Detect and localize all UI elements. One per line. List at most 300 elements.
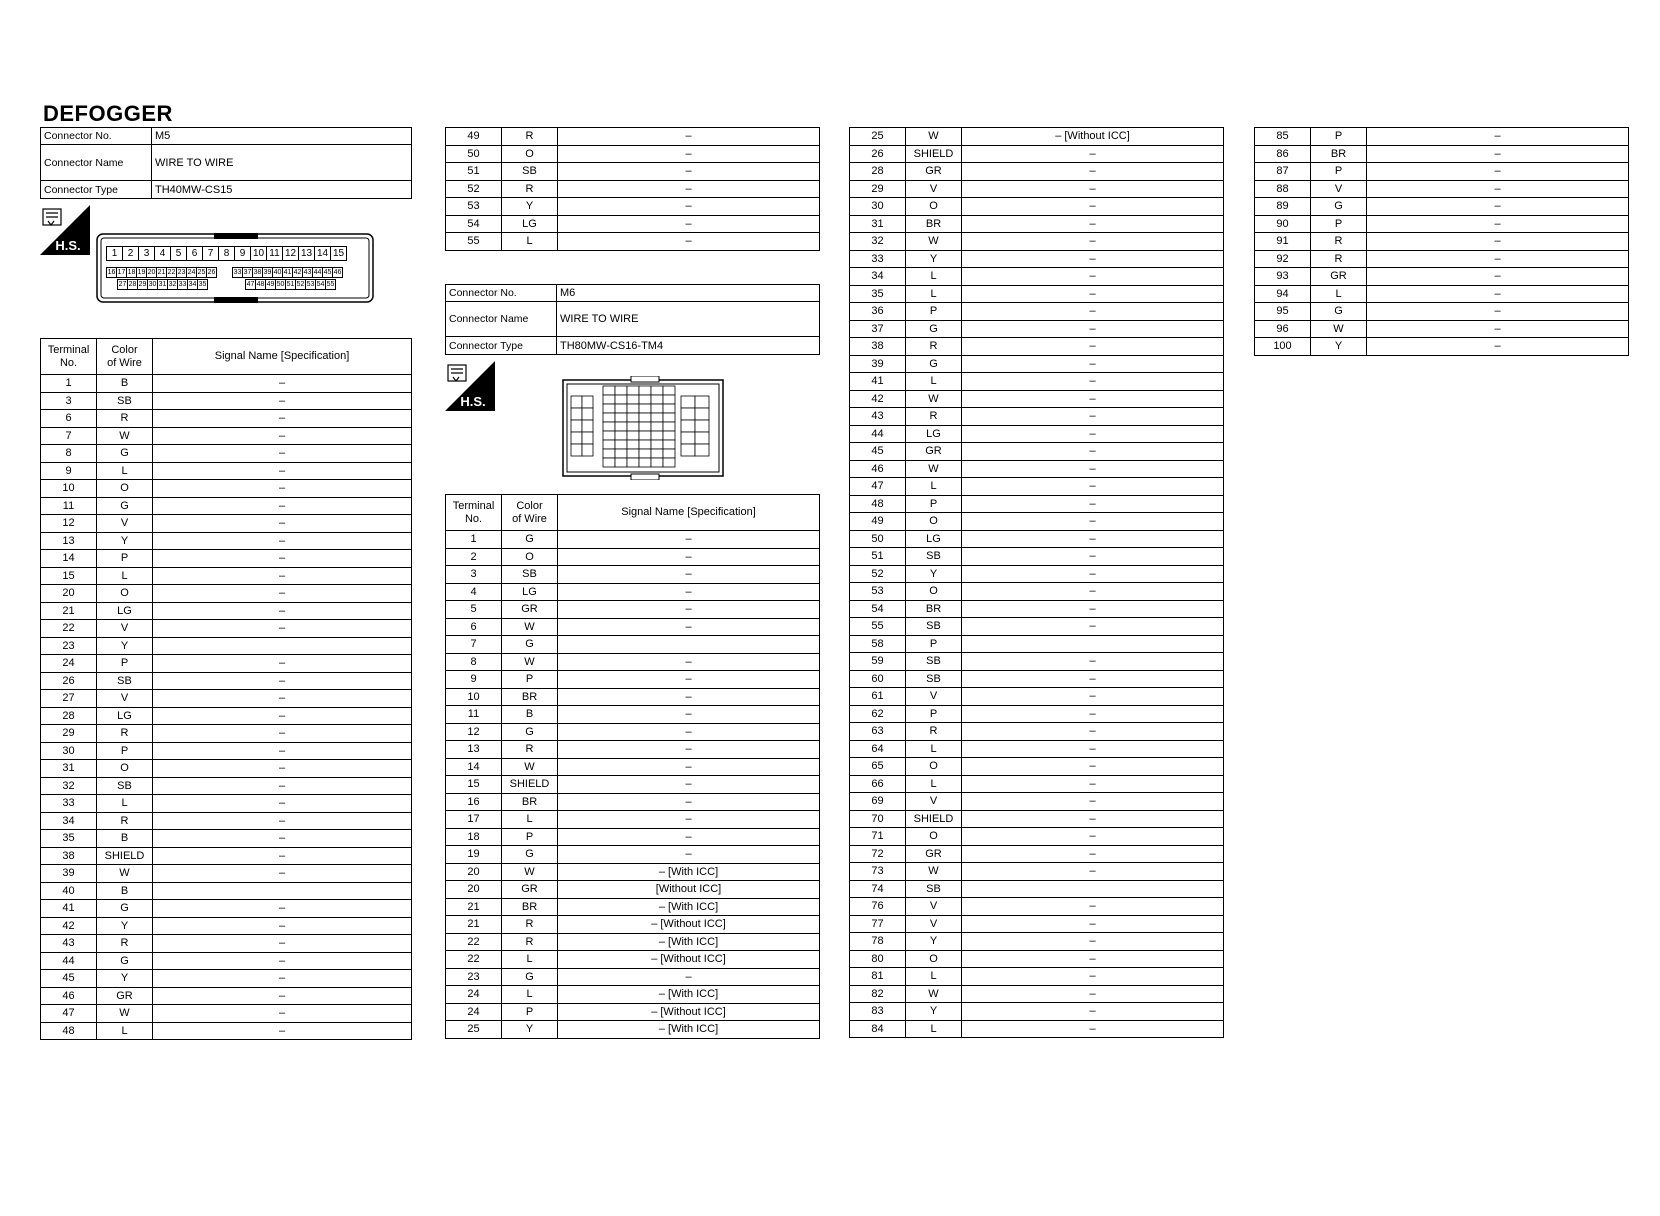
pin-cell — [571, 432, 582, 444]
pin-cell — [582, 408, 593, 420]
table-row — [850, 303, 1224, 321]
terminal-no-cell: 53 — [446, 198, 502, 216]
table-row — [446, 198, 820, 216]
pin-cell — [571, 396, 582, 408]
wire-color-cell: Y — [502, 1021, 558, 1039]
pin-cell: 46 — [333, 269, 342, 276]
wire-color-cell: V — [97, 515, 153, 533]
table-row — [850, 320, 1224, 338]
terminal-no-cell: 20 — [446, 881, 502, 899]
wire-color-cell: O — [502, 145, 558, 163]
table-row — [850, 285, 1224, 303]
terminal-no-cell: 39 — [41, 865, 97, 883]
m5-terminal-rows-cont — [446, 128, 820, 251]
signal-name-cell: – — [153, 655, 412, 673]
table-row — [850, 810, 1224, 828]
wire-color-cell: SB — [906, 670, 962, 688]
m5-face-row1 — [106, 246, 346, 261]
signal-name-cell: – — [962, 215, 1224, 233]
wire-color-cell: G — [502, 531, 558, 549]
signal-name-cell: – — [153, 427, 412, 445]
pin-cell — [639, 386, 651, 395]
wire-color-cell: L — [97, 795, 153, 813]
wire-color-cell: G — [906, 320, 962, 338]
wire-color-cell: GR — [97, 987, 153, 1005]
m6-terminal-rows-cont2 — [1255, 128, 1629, 356]
terminal-no-cell: 5 — [446, 601, 502, 619]
page-title: DEFOGGER — [43, 101, 173, 126]
wire-color-cell: LG — [502, 215, 558, 233]
signal-name-cell: – — [962, 723, 1224, 741]
m5-terminal-table-cont — [445, 127, 820, 251]
signal-name-cell: – — [153, 900, 412, 918]
signal-name-cell: – — [962, 373, 1224, 391]
wire-color-cell: P — [906, 495, 962, 513]
terminal-no-cell: 28 — [850, 163, 906, 181]
signal-name-cell: – — [153, 1022, 412, 1040]
wire-color-cell: W — [502, 653, 558, 671]
terminal-no-cell: 64 — [850, 740, 906, 758]
wire-color-cell: W — [906, 233, 962, 251]
table-row — [1255, 303, 1629, 321]
signal-name-cell — [153, 882, 412, 900]
pin-cell — [663, 458, 675, 467]
pin-cell: 28 — [128, 281, 137, 288]
wire-color-cell: Y — [97, 917, 153, 935]
terminal-no-cell: 26 — [850, 145, 906, 163]
wire-color-cell: SHIELD — [906, 145, 962, 163]
terminal-no-cell: 15 — [446, 776, 502, 794]
pin-cell — [571, 420, 582, 432]
table-row — [850, 495, 1224, 513]
terminal-no-cell: 21 — [446, 916, 502, 934]
pin-cell: 16 — [107, 269, 116, 276]
signal-name-cell: – [With ICC] — [558, 933, 820, 951]
wire-color-cell: O — [97, 760, 153, 778]
wire-color-cell: B — [97, 882, 153, 900]
signal-name-cell: – — [558, 846, 820, 864]
terminal-no-cell: 31 — [850, 215, 906, 233]
terminal-no-cell: 49 — [850, 513, 906, 531]
table-row — [41, 690, 412, 708]
terminal-no-cell: 40 — [41, 882, 97, 900]
table-row — [850, 985, 1224, 1003]
wire-color-cell: SB — [906, 548, 962, 566]
pin-cell: 3 — [138, 246, 155, 261]
table-row — [1255, 250, 1629, 268]
terminal-no-cell: 25 — [446, 1021, 502, 1039]
pin-cell: 47 — [246, 281, 255, 288]
terminal-no-cell: 63 — [850, 723, 906, 741]
wire-color-cell: L — [502, 986, 558, 1004]
pin-cell — [651, 422, 663, 431]
signal-name-cell: – — [962, 670, 1224, 688]
signal-name-cell: – — [962, 303, 1224, 321]
color-of-wire-header: Color of Wire — [97, 339, 153, 375]
table-row — [41, 620, 412, 638]
pin-cell: 18 — [127, 269, 136, 276]
wire-color-cell: L — [906, 968, 962, 986]
wire-color-cell: G — [502, 968, 558, 986]
pin-cell — [615, 404, 627, 413]
pin-cell — [681, 444, 695, 456]
signal-name-cell: – — [153, 707, 412, 725]
terminal-no-cell: 53 — [850, 583, 906, 601]
signal-name-cell: – — [962, 863, 1224, 881]
terminal-no-cell: 2 — [446, 548, 502, 566]
signal-name-cell: – — [153, 602, 412, 620]
pin-cell: 45 — [323, 269, 332, 276]
wire-color-cell: BR — [1311, 145, 1367, 163]
table-row — [446, 828, 820, 846]
wire-color-cell: BR — [502, 793, 558, 811]
pin-cell: 19 — [137, 269, 146, 276]
wire-color-cell: Y — [906, 1003, 962, 1021]
wire-color-cell: R — [97, 812, 153, 830]
table-row — [446, 881, 820, 899]
wire-color-cell: W — [906, 985, 962, 1003]
terminal-no-cell: 42 — [41, 917, 97, 935]
terminal-no-cell: 50 — [850, 530, 906, 548]
wire-color-cell: B — [97, 830, 153, 848]
terminal-no-cell: 62 — [850, 705, 906, 723]
pin-cell — [663, 395, 675, 404]
signal-name-cell: – — [153, 952, 412, 970]
table-row — [850, 583, 1224, 601]
signal-name-cell: – — [558, 601, 820, 619]
signal-name-cell: – — [1367, 320, 1629, 338]
pin-cell — [681, 396, 695, 408]
table-row — [1255, 180, 1629, 198]
table-row — [41, 830, 412, 848]
wire-color-cell: SHIELD — [502, 776, 558, 794]
terminal-no-cell: 1 — [41, 375, 97, 393]
terminal-no-cell: 83 — [850, 1003, 906, 1021]
signal-name-cell: – — [1367, 338, 1629, 356]
table-row — [446, 636, 820, 654]
pin-cell: 48 — [256, 281, 265, 288]
signal-name-cell: – — [558, 776, 820, 794]
terminal-no-cell: 71 — [850, 828, 906, 846]
signal-name-cell: – — [962, 285, 1224, 303]
m6-connector-type: TH80MW-CS16-TM4 — [557, 337, 820, 355]
pin-cell — [639, 458, 651, 467]
table-row — [446, 846, 820, 864]
terminal-no-cell: 47 — [850, 478, 906, 496]
table-row — [850, 268, 1224, 286]
terminal-no-cell: 28 — [41, 707, 97, 725]
m5-connector-name: WIRE TO WIRE — [152, 145, 412, 181]
pin-cell — [627, 449, 639, 458]
terminal-no-cell: 39 — [850, 355, 906, 373]
table-row — [850, 163, 1224, 181]
signal-name-cell: – — [558, 531, 820, 549]
pin-cell — [627, 422, 639, 431]
signal-name-cell: – [Without ICC] — [558, 916, 820, 934]
table-row — [850, 880, 1224, 898]
terminal-no-cell: 61 — [850, 688, 906, 706]
table-row — [446, 758, 820, 776]
signal-name-cell: – — [962, 478, 1224, 496]
table-row — [850, 565, 1224, 583]
signal-name-cell: – — [153, 795, 412, 813]
terminal-no-cell: 6 — [446, 618, 502, 636]
wire-color-cell: P — [502, 1003, 558, 1021]
signal-name-cell: – — [153, 410, 412, 428]
wire-color-cell: R — [97, 725, 153, 743]
pin-cell — [681, 432, 695, 444]
wire-color-cell: G — [502, 636, 558, 654]
wire-color-cell: Y — [906, 250, 962, 268]
table-row — [850, 478, 1224, 496]
wire-color-cell: V — [97, 690, 153, 708]
signal-name-cell: – — [962, 565, 1224, 583]
terminal-no-cell: 37 — [850, 320, 906, 338]
signal-name-cell: – — [558, 671, 820, 689]
signal-name-cell: – — [153, 550, 412, 568]
terminal-no-cell: 52 — [850, 565, 906, 583]
pin-cell — [603, 422, 615, 431]
wire-color-cell: R — [502, 180, 558, 198]
signal-name-cell: – — [1367, 163, 1629, 181]
pin-cell — [639, 431, 651, 440]
wire-color-cell: GR — [906, 443, 962, 461]
table-row — [850, 723, 1224, 741]
terminal-no-cell: 31 — [41, 760, 97, 778]
signal-name-cell: – — [962, 408, 1224, 426]
signal-name-cell: – — [962, 250, 1224, 268]
signal-name-cell: – — [1367, 145, 1629, 163]
pin-cell: 15 — [330, 246, 347, 261]
terminal-no-header: Terminal No. — [41, 339, 97, 375]
wire-color-cell: W — [906, 390, 962, 408]
terminal-no-cell: 8 — [41, 445, 97, 463]
table-row — [850, 968, 1224, 986]
m5-info-table — [40, 127, 412, 199]
table-row — [850, 775, 1224, 793]
pin-cell — [627, 431, 639, 440]
terminal-no-cell: 3 — [41, 392, 97, 410]
wire-color-cell: Y — [97, 970, 153, 988]
signal-name-cell: – — [153, 585, 412, 603]
signal-name-cell: – — [1367, 198, 1629, 216]
wire-color-cell: SB — [502, 163, 558, 181]
terminal-no-cell: 50 — [446, 145, 502, 163]
m6-connector-block — [445, 284, 820, 355]
pin-cell: 41 — [283, 269, 292, 276]
wire-color-cell: GR — [1311, 268, 1367, 286]
signal-name-cell: – — [962, 653, 1224, 671]
pin-cell: 6 — [186, 246, 203, 261]
m5-connector-no: M5 — [152, 128, 412, 145]
color-of-wire-header: Color of Wire — [502, 495, 558, 531]
signal-name-cell: [Without ICC] — [558, 881, 820, 899]
wire-color-cell: W — [97, 1005, 153, 1023]
signal-name-cell: – — [962, 758, 1224, 776]
svg-text:H.S.: H.S. — [460, 394, 486, 409]
terminal-no-cell: 35 — [850, 285, 906, 303]
signal-name-cell: – — [153, 742, 412, 760]
wire-color-cell: O — [906, 513, 962, 531]
terminal-no-cell: 87 — [1255, 163, 1311, 181]
signal-name-cell: – — [558, 180, 820, 198]
wire-color-cell: SHIELD — [906, 810, 962, 828]
wire-color-cell: L — [502, 233, 558, 251]
signal-name-cell: – — [558, 723, 820, 741]
table-row — [446, 1003, 820, 1021]
terminal-no-cell: 73 — [850, 863, 906, 881]
signal-name-cell: – — [558, 215, 820, 233]
pin-cell: 20 — [147, 269, 156, 276]
pin-cell: 13 — [298, 246, 315, 261]
wire-color-cell: Y — [97, 637, 153, 655]
pin-cell: 11 — [266, 246, 283, 261]
pin-cell — [695, 420, 709, 432]
signal-name-cell: – — [558, 128, 820, 146]
wire-color-cell: P — [906, 635, 962, 653]
wire-color-cell: SB — [97, 392, 153, 410]
pin-cell — [603, 386, 615, 395]
wire-color-cell: Y — [1311, 338, 1367, 356]
signal-name-cell: – — [153, 620, 412, 638]
pin-cell — [663, 404, 675, 413]
signal-name-cell: – — [153, 830, 412, 848]
table-row — [446, 986, 820, 1004]
wire-color-cell: P — [1311, 163, 1367, 181]
signal-name-cell: – — [558, 968, 820, 986]
pin-cell — [582, 420, 593, 432]
table-row — [41, 900, 412, 918]
signal-name-cell: – — [558, 145, 820, 163]
pin-cell — [615, 440, 627, 449]
signal-name-cell: – — [153, 515, 412, 533]
terminal-no-cell: 80 — [850, 950, 906, 968]
terminal-no-cell: 54 — [850, 600, 906, 618]
signal-name-cell: – [With ICC] — [558, 863, 820, 881]
table-row — [850, 548, 1224, 566]
pin-cell — [695, 408, 709, 420]
terminal-no-cell: 94 — [1255, 285, 1311, 303]
signal-name-cell: – — [962, 513, 1224, 531]
pin-cell: 32 — [168, 281, 177, 288]
pin-cell — [695, 444, 709, 456]
terminal-no-cell: 38 — [41, 847, 97, 865]
table-row — [446, 671, 820, 689]
table-row — [1255, 268, 1629, 286]
terminal-no-cell: 49 — [446, 128, 502, 146]
wire-color-cell: Y — [97, 532, 153, 550]
terminal-no-cell: 55 — [446, 233, 502, 251]
pin-cell: 53 — [306, 281, 315, 288]
terminal-no-cell: 74 — [850, 880, 906, 898]
signal-name-cell: – — [962, 968, 1224, 986]
terminal-no-cell: 48 — [41, 1022, 97, 1040]
wire-color-cell: G — [906, 355, 962, 373]
signal-name-cell: – — [558, 758, 820, 776]
pin-cell: 33 — [178, 281, 187, 288]
terminal-no-cell: 46 — [41, 987, 97, 1005]
wire-color-cell: V — [97, 620, 153, 638]
pin-cell — [663, 413, 675, 422]
wire-color-cell: W — [502, 863, 558, 881]
signal-name-cell: – — [153, 375, 412, 393]
signal-name-cell: – — [1367, 268, 1629, 286]
wire-color-cell: W — [502, 758, 558, 776]
pin-cell — [695, 396, 709, 408]
terminal-no-cell: 33 — [41, 795, 97, 813]
pin-cell — [639, 422, 651, 431]
signal-name-cell: – [Without ICC] — [558, 1003, 820, 1021]
table-row — [850, 443, 1224, 461]
wire-color-cell: B — [502, 706, 558, 724]
wire-color-cell: P — [1311, 128, 1367, 146]
signal-name-cell: – — [153, 987, 412, 1005]
signal-name-cell — [153, 637, 412, 655]
terminal-no-cell: 22 — [41, 620, 97, 638]
signal-name-cell: – — [153, 777, 412, 795]
wire-color-cell: Y — [906, 565, 962, 583]
m6-connector-face — [561, 376, 725, 480]
terminal-no-cell: 45 — [41, 970, 97, 988]
pin-cell: 14 — [314, 246, 331, 261]
m6-info-table — [445, 284, 820, 355]
signal-name-cell: – — [962, 600, 1224, 618]
table-row — [850, 898, 1224, 916]
wire-color-cell: L — [1311, 285, 1367, 303]
signal-name-cell: – — [153, 392, 412, 410]
pin-cell: 4 — [154, 246, 171, 261]
terminal-no-cell: 92 — [1255, 250, 1311, 268]
wire-color-cell: G — [97, 900, 153, 918]
signal-name-cell: – — [962, 548, 1224, 566]
signal-name-cell: – — [153, 1005, 412, 1023]
table-row — [850, 933, 1224, 951]
wire-color-cell: LG — [502, 583, 558, 601]
pin-cell — [627, 386, 639, 395]
table-row — [41, 532, 412, 550]
table-row — [41, 567, 412, 585]
pin-cell: 43 — [303, 269, 312, 276]
signal-name-cell: – [With ICC] — [558, 1021, 820, 1039]
wire-color-cell: GR — [502, 601, 558, 619]
terminal-no-cell: 7 — [446, 636, 502, 654]
pin-cell: 35 — [198, 281, 207, 288]
table-row — [850, 530, 1224, 548]
wire-color-cell: G — [502, 846, 558, 864]
pin-cell — [663, 422, 675, 431]
signal-name-cell: – — [1367, 250, 1629, 268]
signal-name-cell: – — [558, 811, 820, 829]
pin-cell: 27 — [118, 281, 127, 288]
pin-cell — [571, 444, 582, 456]
m5-terminal-table — [40, 338, 412, 1040]
terminal-no-cell: 89 — [1255, 198, 1311, 216]
signal-name-cell: – — [1367, 180, 1629, 198]
signal-name-cell: – — [1367, 303, 1629, 321]
wire-color-cell: W — [906, 460, 962, 478]
pin-cell — [603, 440, 615, 449]
table-row — [446, 741, 820, 759]
terminal-no-cell: 13 — [446, 741, 502, 759]
connector-type-label: Connector Type — [446, 337, 557, 355]
table-row — [850, 635, 1224, 653]
signal-name-cell: – — [962, 355, 1224, 373]
signal-name-cell: – — [962, 145, 1224, 163]
pin-cell — [615, 413, 627, 422]
table-row — [850, 1020, 1224, 1038]
wire-color-cell: LG — [906, 425, 962, 443]
table-row — [446, 531, 820, 549]
